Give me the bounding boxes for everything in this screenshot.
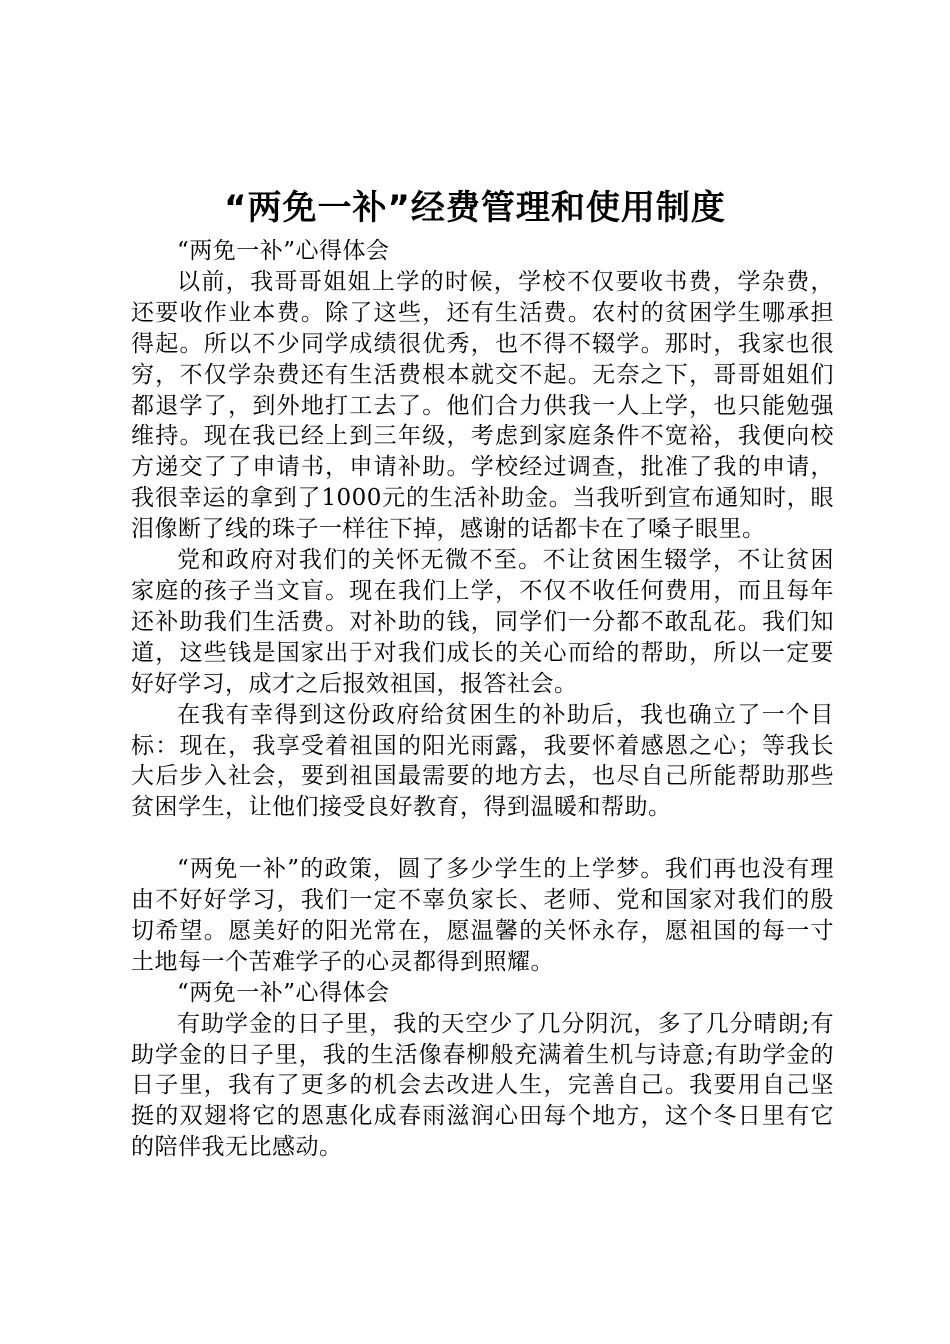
- body-paragraph: 有助学金的日子里，我的天空少了几分阴沉，多了几分晴朗;有助学金的日子里，我的生活像春柳般充满着生机与诗意;有助学金的日子里，我有了更多的机会去改进人生，完善自己。我要用自己坚挺的双翅将它的恩惠化成春雨滋润心田每个地方，这个冬日里有它的陪伴我无比感动。: [131, 1010, 834, 1161]
- section-heading: “两免一补”心得体会: [177, 238, 390, 264]
- body-paragraph: 党和政府对我们的关怀无微不至。不让贫困生辍学，不让贫困家庭的孩子当文盲。现在我们上学，不仅不收任何费用，而且每年还补助我们生活费。对补助的钱，同学们一分都不敢乱花。我们知道，这些钱是国家出于对我们成长的关心而给的帮助，所以一定要好好学习，成才之后报效祖国，报答社会。: [131, 547, 834, 697]
- document-body: [131, 236, 834, 1163]
- body-paragraph: “两免一补”的政策，圆了多少学生的上学梦。我们再也没有理由不好好学习，我们一定不辜负家长、老师、党和国家对我们的殷切希望。愿美好的阳光常在，愿温馨的关怀永存，愿祖国的每一寸土地每一个苦难学子的心灵都得到照耀。: [131, 856, 834, 975]
- body-paragraph: 以前，我哥哥姐姐上学的时候，学校不仅要收书费，学杂费，还要收作业本费。除了这些，还有生活费。农村的贫困学生哪承担得起。所以不少同学成绩很优秀，也不得不辍学。那时，我家也很穷，不仅学杂费还有生活费根本就交不起。无奈之下，哥哥姐姐们都退学了，到外地打工去了。他们合力供我一人上学，也只能勉强维持。现在我已经上到三年级，考虑到家庭条件不宽裕，我便向校方递交了了申请书，申请补助。学校经过调查，批准了我的申请，我很幸运的拿到了1000元的生活补助金。当我听到宣布通知时，眼泪像断了线的珠子一样往下掉，感谢的话都卡在了嗓子眼里。: [131, 268, 834, 543]
- document-title: “两免一补”经费管理和使用制度: [224, 188, 726, 228]
- body-paragraph: 在我有幸得到这份政府给贫困生的补助后，我也确立了一个目标：现在，我享受着祖国的阳光雨露，我要怀着感恩之心；等我长大后步入社会，要到祖国最需要的地方去，也尽自己所能帮助那些贫困学生，让他们接受良好教育，得到温暖和帮助。: [131, 701, 834, 821]
- section-heading: “两免一补”心得体会: [177, 979, 390, 1006]
- paragraph-spacer: [131, 823, 834, 854]
